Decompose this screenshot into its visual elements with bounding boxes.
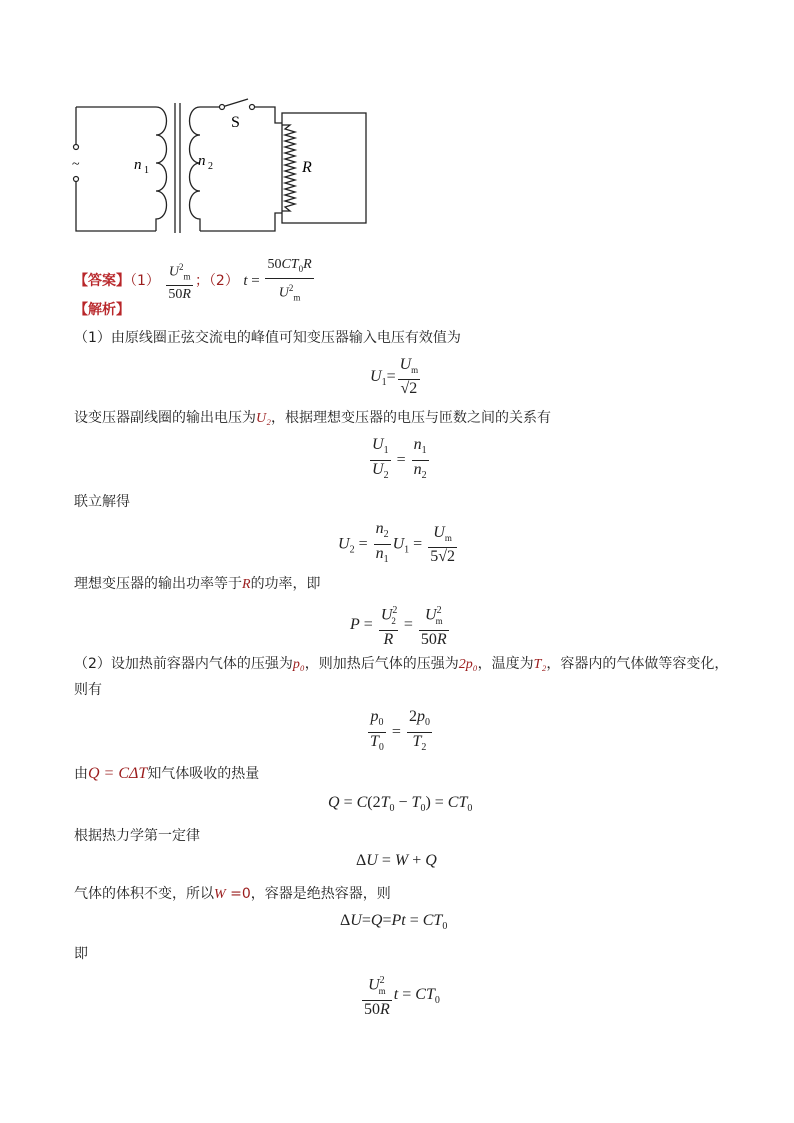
eq-isochoric: $\frac{p_0}{T_0}$ = $\frac{2p_0}{T_2}$ [370,708,430,754]
analysis-p9: 气体的体积不变，所以W =0，容器是绝热容器，则 [74,886,391,902]
switch-blade [222,99,248,107]
resistor-label: R [302,159,312,176]
answer-tag: 【答案】 [74,273,130,290]
analysis-tag: 【解析】 [74,302,130,318]
eq-ratio: $\frac{U_1}{U_2}$ = $\frac{n_1}{n_2}$ [372,436,427,482]
primary-coil [156,107,167,231]
secondary-turns-label: n [198,153,206,169]
eq-heat: $Q = C(2T_0 - T_0) = CT_0$ [328,794,473,815]
switch-label: S [231,114,240,131]
answer-part2: （2） [208,273,239,290]
transformer-circuit-diagram [70,95,370,235]
eq-first-law: ΔU = W + Q [356,852,437,869]
eq-power: P = $\frac{U^2_2}{R}$ = $\frac{U^2_m}{50R}$ [350,602,451,649]
switch-contact-left [220,105,225,110]
answer-sep: ； [194,273,209,290]
switch-contact-right [250,105,255,110]
analysis-p2: 设变压器副线圈的输出电压为U₂，根据理想变压器的电压与匝数之间的关系有 [74,410,551,426]
secondary-turns-sub: 2 [208,161,213,172]
analysis-p1: （1）由原线圈正弦交流电的峰值可知变压器输入电压有效值为 [74,330,461,346]
eq-energy: $\Delta U=Q=Pt = CT_0$ [340,912,448,933]
eq-final: $\frac{U^2_m}{50R}$ $t = CT_0$ [360,972,440,1019]
primary-turns-label: n [134,157,142,173]
answer2-fraction: $\frac{50CT_0R}{U^2_m}$ [267,257,312,303]
answer-line: 【答案】（1） $\frac{U^2_m}{50R}$ ；（2） t = $\frac{50CT_0R}{U^2_m}$ [74,256,316,306]
answer1-fraction: $\frac{U^2_m}{50R}$ [166,258,193,304]
analysis-p3: 联立解得 [74,494,130,510]
analysis-p10: 即 [74,946,88,962]
secondary-coil [190,107,201,231]
analysis-p7: 由Q = CΔT知气体吸收的热量 [74,765,260,782]
primary-left-wire-bottom [76,181,156,231]
primary-turns-sub: 1 [144,165,149,176]
answer-part1: （1） [130,273,160,290]
source-terminal-bottom [74,177,79,182]
analysis-p5: （2）设加热前容器内气体的压强为p₀，则加热后气体的压强为2p₀，温度为T₂，容器内的气体做等容变化， [74,656,729,672]
eq-u2: $U_2$ = $\frac{n_2}{n_1}$ $U_1$ = $\frac{U_m}{5√2}$ [338,520,455,566]
analysis-p4: 理想变压器的输出功率等于R的功率，即 [74,576,321,592]
source-symbol: ~ [72,157,80,172]
eq-u1: $U_1=$ $\frac{U_m}{√2}$ [370,356,419,398]
source-terminal-top [74,145,79,150]
analysis-p6: 则有 [74,682,102,698]
resistor-zigzag [282,125,295,211]
analysis-p8: 根据热力学第一定律 [74,828,200,844]
